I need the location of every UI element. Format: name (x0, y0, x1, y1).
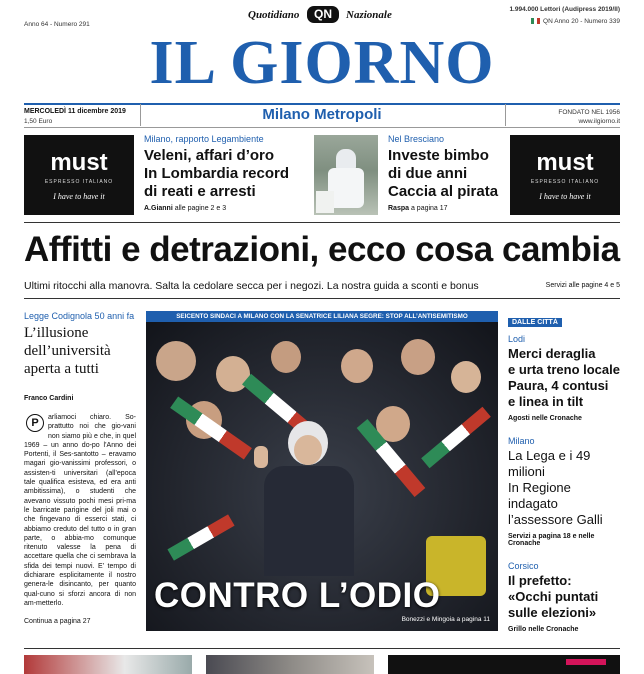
divider (505, 104, 506, 126)
section-rule (24, 298, 620, 299)
column-author: Franco Cardini (24, 395, 74, 402)
dropcap: P (26, 414, 44, 432)
story-headline: Veleni, affari d’oro In Lombardia record di reati e arresti (144, 147, 290, 200)
tagline-left: Quotidiano (248, 9, 300, 21)
face (451, 361, 481, 393)
story-legambiente[interactable] (144, 134, 309, 218)
story-kicker: Milano (508, 436, 535, 446)
masthead-title: IL GIORNO (149, 29, 495, 97)
section-rule (24, 648, 620, 649)
waving-hand (254, 446, 268, 468)
central-figure-face (294, 435, 322, 465)
section-rule (24, 222, 620, 223)
ad-slogan: I have to have it (539, 192, 591, 201)
main-subline: Ultimi ritocchi alla manovra. Salta la cedolare secca per i negozi. La nostra guida a sconti e bonus (24, 280, 479, 292)
ad-slogan: I have to have it (53, 192, 105, 201)
ad-brand: must (50, 149, 108, 176)
dateline-rule-top (24, 103, 620, 105)
bottom-photo-portrait[interactable] (206, 655, 374, 674)
column-continue[interactable]: Continua a pagina 27 (24, 618, 91, 625)
sidebar-header: DALLE CITTÀ (508, 318, 562, 327)
bottom-ad[interactable] (388, 655, 620, 674)
story-kicker: Lodi (508, 334, 526, 344)
sidebar-story[interactable] (508, 436, 620, 547)
issue-price: 1,50 Euro (24, 118, 53, 125)
story-headline: La Lega e i 49 milioni In Regione indagato l’assessore Galli (508, 448, 603, 527)
readers-count: 1.994.000 Lettori (Audipress 2019/II) (509, 6, 620, 13)
face (341, 349, 373, 383)
face (271, 341, 301, 373)
bag (316, 191, 334, 213)
story-headline: Investe bimbo di due anni Caccia al pirata (388, 147, 499, 200)
main-services: Servizi alle pagine 4 e 5 (545, 282, 620, 289)
hazmat-photo (314, 135, 378, 215)
face (401, 339, 435, 375)
ad-accent (566, 659, 606, 665)
face (156, 341, 196, 381)
main-headline[interactable]: Affitti e detrazioni, ecco cosa cambia (24, 230, 620, 269)
bottom-photo-train[interactable] (24, 655, 192, 674)
ad-right[interactable] (510, 135, 620, 215)
italy-flag-icon (531, 18, 540, 24)
sidebar-dalle-citta (508, 311, 620, 637)
story-byline: A.Gianni alle pagine 2 e 3 (144, 205, 227, 212)
sidebar-story[interactable] (508, 334, 620, 422)
qn-issue: QN Anno 20 - Numero 339 (531, 18, 620, 25)
sidebar-story[interactable] (508, 561, 620, 633)
ad-left[interactable] (24, 135, 134, 215)
ad-tagline: ESPRESSO ITALIANO (44, 179, 114, 185)
story-byline: Servizi a pagina 18 e nelle Cronache (508, 533, 595, 547)
column-title: L’illusione dell’università aperta a tutti (24, 325, 111, 377)
story-headline: Merci deraglia e urta treno locale Paura, 4 contusi e linea in tilt (508, 346, 620, 409)
dateline-rule-bottom (24, 127, 620, 128)
story-kicker: Milano, rapporto Legambiente (144, 134, 264, 144)
edition-name: Milano Metropoli (262, 106, 382, 123)
ad-tagline: ESPRESSO ITALIANO (530, 179, 600, 185)
qn-logo: QN (307, 6, 339, 23)
column-body: P arliamoci chiaro. So- prattutto noi che gio-vani non siamo più e che, in quel 1969 – un anno do-po l’Anno dei Portenti, il Ses-santotto – eravamo magari gio-vanissimi professori, o assisten-ti universitari (all’epoca tale qualifica esisteva, ed era anti ambitissima), o studenti che avevano vissuto pochi mesi pri-ma le barricate parigine del joli mai o che fingevano di esserci stati, ci abbiamo creduto del tutto o in gran parte, o abbia-mo comunque ritenuto valesse la pena di accettare quella che ci sembrava la sfida dei tempi nuovi. E’ tempo di dichiarare esplicitamente il nostro genera-le disincanto, per quanto qual-cuno si sforzi ancora di non am-metterlo. (24, 414, 136, 607)
story-kicker: Corsico (508, 561, 539, 571)
central-figure-coat (264, 466, 354, 576)
tagline-right: Nazionale (346, 9, 392, 21)
photo-headline: CONTRO L’ODIO (154, 576, 441, 615)
main-photo[interactable] (146, 311, 498, 631)
ad-brand: must (536, 149, 594, 176)
story-headline: Il prefetto: «Occhi puntati sulle elezioni» (508, 573, 599, 620)
website-link[interactable]: www.ilgiorno.it (578, 118, 620, 125)
story-bresciano[interactable] (388, 134, 506, 218)
issue-date: MERCOLEDÌ 11 dicembre 2019 (24, 108, 126, 115)
story-byline: Grillo nelle Cronache (508, 626, 579, 633)
photo-credit: Bonezzi e Mingoia a pagina 11 (401, 616, 490, 623)
story-byline: Agosti nelle Cronache (508, 415, 582, 422)
column-kicker: Legge Codignola 50 anni fa (24, 311, 135, 321)
founded: FONDATO NEL 1956 (558, 109, 620, 116)
photo-caption-bar: SEICENTO SINDACI A MILANO CON LA SENATRICE LILIANA SEGRE: STOP ALL’ANTISEMITISMO (146, 311, 498, 322)
story-byline: Raspa a pagina 17 (388, 205, 448, 212)
story-kicker: Nel Bresciano (388, 134, 445, 144)
issue-number: Anno 64 - Numero 291 (24, 21, 90, 28)
opinion-column[interactable] (24, 311, 136, 637)
